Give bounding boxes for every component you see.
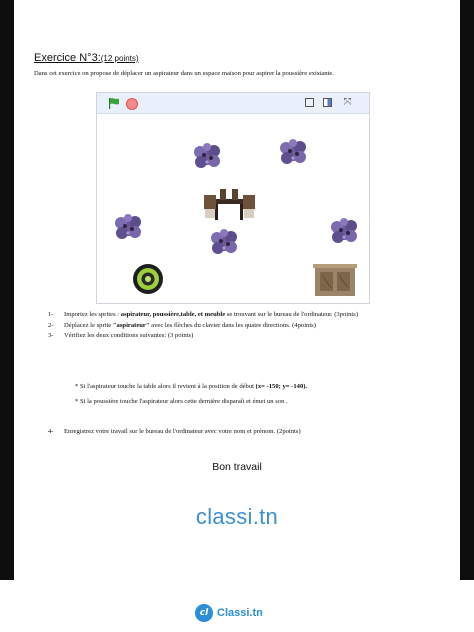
- condition-text: * Si l'aspirateur touche la table alors il revient à la position de début: [75, 383, 256, 390]
- instruction-text: Enregistrez votre travail sur le bureau de l'ordinateur avec votre nom et prénom. (2points): [64, 428, 301, 435]
- exercise-intro: Dans cet exercice on propose de déplacer un aspirateur dans un espace maison pour aspirer la poussière existante.: [34, 70, 334, 77]
- condition-item: [75, 383, 435, 390]
- instruction-text: avec les flèches du clavier dans les quatre directions. (4points): [149, 321, 316, 329]
- instruction-item: [48, 331, 428, 342]
- condition-text: * Si la poussière touche l'aspirateur alors cette dernière disparaît et émet un son .: [75, 398, 288, 405]
- dust-sprite: [280, 139, 306, 164]
- exercise-points: (12 points): [100, 54, 139, 63]
- exercise-title-text: Exercice N°3:: [34, 52, 101, 64]
- final-instruction: [48, 427, 428, 438]
- scratch-stage: [96, 92, 370, 304]
- instruction-number: 4-: [48, 428, 54, 435]
- footer-site-name: Classi.tn: [217, 607, 263, 619]
- left-border: [0, 0, 14, 580]
- instruction-item: [48, 310, 428, 321]
- right-border: [460, 0, 474, 580]
- instruction-number: 3-: [48, 332, 54, 339]
- green-flag-icon[interactable]: [108, 97, 120, 109]
- normal-stage-icon[interactable]: [323, 98, 332, 107]
- footer-logo[interactable]: [195, 603, 263, 623]
- dust-sprite: [194, 143, 220, 168]
- stage-toolbar: [97, 93, 369, 114]
- instruction-list: [48, 310, 428, 342]
- furniture-sprite: [313, 264, 357, 296]
- exercise-title: [34, 52, 139, 64]
- instruction-number: 2-: [48, 321, 54, 329]
- condition-bold: (x= -150; y= -140).: [255, 383, 308, 390]
- instruction-text: Vérifiez les deux conditions suivantes: (3 points): [64, 332, 194, 339]
- instruction-text: se trouvant sur le bureau de l'ordinateur. (3points): [225, 311, 359, 318]
- dust-sprite: [115, 214, 141, 239]
- instruction-item: [48, 427, 428, 438]
- instruction-item: [48, 321, 428, 332]
- closing-text: Bon travail: [212, 461, 262, 473]
- dust-sprite: [211, 229, 237, 254]
- instruction-text: Importez les sprites :: [64, 311, 121, 318]
- watermark-text: classi.tn: [195, 504, 279, 529]
- small-stage-icon[interactable]: [305, 98, 314, 107]
- fullscreen-icon[interactable]: ⤧: [343, 97, 352, 108]
- dust-sprite: [331, 218, 357, 243]
- vacuum-sprite: [133, 264, 163, 294]
- instruction-text: Déplacez le sprite: [64, 321, 113, 329]
- instruction-bold: aspirateur, poussière,table, et meuble: [120, 311, 226, 318]
- instruction-bold: "aspirateur": [112, 321, 150, 329]
- condition-item: [75, 398, 435, 405]
- stage-canvas: [107, 115, 359, 299]
- stop-icon[interactable]: [126, 98, 138, 110]
- classi-logo-icon: cl: [195, 604, 213, 622]
- instruction-number: 1-: [48, 311, 54, 318]
- table-sprite: [204, 189, 255, 220]
